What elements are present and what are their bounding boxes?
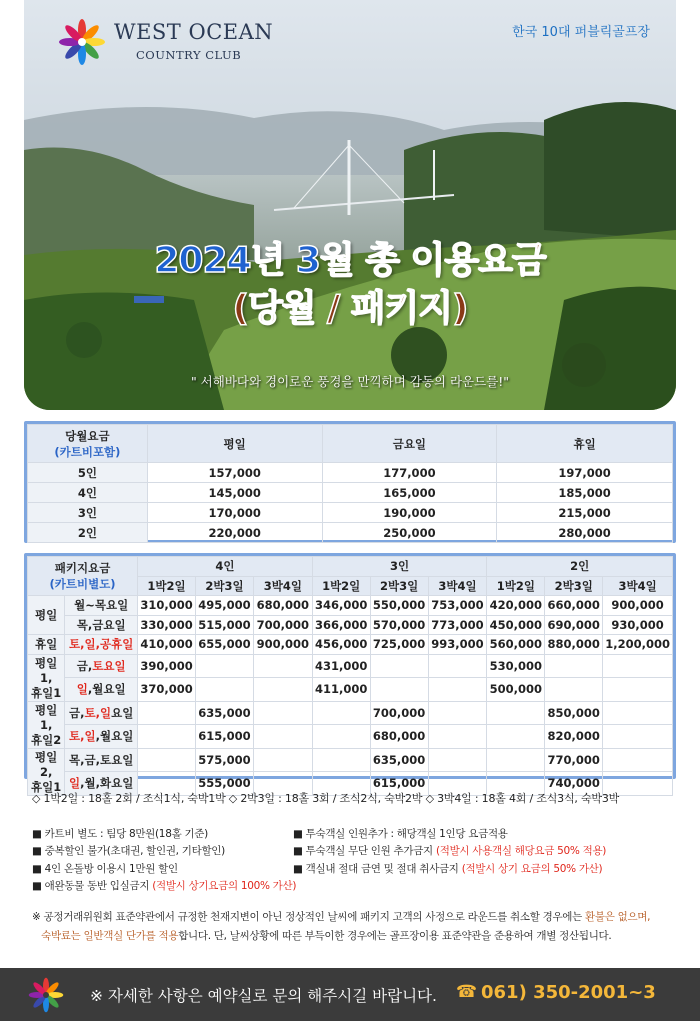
price-cell bbox=[253, 725, 312, 749]
hero-banner bbox=[24, 0, 676, 410]
subcol-header: 2박3일 bbox=[370, 576, 428, 596]
price-cell bbox=[603, 725, 673, 749]
price-cell: 145,000 bbox=[147, 483, 322, 503]
price-cell: 900,000 bbox=[253, 635, 312, 655]
price-cell: 560,000 bbox=[487, 635, 545, 655]
note-item: ■ 카트비 별도 : 팀당 8만원(18홀 기준) bbox=[32, 828, 208, 840]
price-cell bbox=[487, 725, 545, 749]
subcol-header: 1박2일 bbox=[138, 576, 196, 596]
note-item: ■ 중복할인 불가(초대권, 할인권, 기타할인) bbox=[32, 845, 225, 858]
price-cell: 310,000 bbox=[138, 596, 196, 616]
price-cell bbox=[428, 748, 487, 772]
brand-subtitle: COUNTRY CLUB bbox=[136, 48, 242, 62]
price-cell: 700,000 bbox=[253, 615, 312, 635]
price-cell: 570,000 bbox=[370, 615, 428, 635]
refund-policy-note: ※ 공정거래위원회 표준약관에서 규정한 천재지변이 아닌 정상적인 날씨에 패키지 고객의 사정으로 라운드를 취소할 경우에는 환불은 없으며, 숙박료는 일반객실 단가를 적용합니다. 단, 날씨상황에 따른 부득이한 경우에는 골프장이용 표준약관을 준용하여 개별 정산됩니다. bbox=[32, 911, 651, 942]
price-cell bbox=[545, 678, 603, 702]
group-header: 4인 bbox=[138, 557, 313, 577]
west-ocean-logo-icon bbox=[58, 18, 106, 66]
price-cell: 550,000 bbox=[370, 596, 428, 616]
day-label: 금,토요일 bbox=[65, 654, 138, 678]
row-label: 2인 bbox=[28, 523, 148, 543]
table-row bbox=[28, 725, 673, 749]
row-label: 3인 bbox=[28, 503, 148, 523]
footer-bar bbox=[0, 968, 700, 1021]
price-cell: 575,000 bbox=[196, 748, 254, 772]
price-cell: 456,000 bbox=[312, 635, 370, 655]
price-cell: 220,000 bbox=[147, 523, 322, 543]
subcol-header: 2박3일 bbox=[196, 576, 254, 596]
price-cell: 411,000 bbox=[312, 678, 370, 702]
price-cell: 725,000 bbox=[370, 635, 428, 655]
day-label: 목,금요일 bbox=[65, 615, 138, 635]
price-cell: 370,000 bbox=[138, 678, 196, 702]
price-cell: 753,000 bbox=[428, 596, 487, 616]
package-group-header-row bbox=[28, 557, 673, 577]
package-header-title: 패키지요금 bbox=[54, 561, 111, 575]
monthly-corner-header bbox=[28, 425, 148, 463]
price-cell: 660,000 bbox=[545, 596, 603, 616]
category-label-line: 휴일 bbox=[35, 637, 58, 652]
price-cell: 500,000 bbox=[487, 678, 545, 702]
price-cell: 680,000 bbox=[253, 596, 312, 616]
price-cell bbox=[487, 701, 545, 725]
category-label bbox=[28, 596, 65, 635]
subcol-header: 2박3일 bbox=[545, 576, 603, 596]
price-cell bbox=[253, 701, 312, 725]
row-label: 5인 bbox=[28, 463, 148, 483]
price-cell bbox=[487, 748, 545, 772]
category-label-line: 평일 bbox=[35, 608, 58, 622]
day-label: 토,일,월요일 bbox=[65, 725, 138, 749]
note-item: ■ 투숙객실 무단 인원 추가금지 (적발시 사용객실 해당요금 50% 적용) bbox=[293, 845, 607, 858]
note-item: ■ 4인 온돌방 이용시 1만원 할인 bbox=[32, 862, 178, 875]
category-label-line: 평일1, bbox=[35, 702, 58, 732]
price-cell: 690,000 bbox=[545, 615, 603, 635]
price-cell: 185,000 bbox=[497, 483, 673, 503]
package-header-note: (카트비별도) bbox=[49, 577, 116, 591]
price-cell bbox=[428, 654, 487, 678]
price-cell: 346,000 bbox=[312, 596, 370, 616]
price-cell: 1,200,000 bbox=[603, 635, 673, 655]
price-cell bbox=[138, 725, 196, 749]
table-row bbox=[28, 654, 673, 678]
price-cell bbox=[428, 701, 487, 725]
price-cell: 495,000 bbox=[196, 596, 254, 616]
table-row bbox=[28, 678, 673, 702]
price-cell: 431,000 bbox=[312, 654, 370, 678]
subcol-header: 3박4일 bbox=[253, 576, 312, 596]
price-cell: 515,000 bbox=[196, 615, 254, 635]
group-header: 2인 bbox=[487, 557, 673, 577]
category-label bbox=[28, 635, 65, 655]
notes-right bbox=[293, 826, 606, 878]
category-label bbox=[28, 654, 65, 701]
price-cell: 770,000 bbox=[545, 748, 603, 772]
day-label: 일,월,화요일 bbox=[65, 772, 138, 796]
hero-subtitle: (당월 / 패키지) bbox=[232, 288, 468, 329]
subcol-header: 1박2일 bbox=[487, 576, 545, 596]
table-row bbox=[28, 483, 673, 503]
golf-course-landscape-image bbox=[24, 0, 676, 410]
price-cell: 615,000 bbox=[370, 772, 428, 796]
price-cell: 190,000 bbox=[322, 503, 497, 523]
package-corner-header bbox=[28, 557, 138, 596]
price-cell: 250,000 bbox=[322, 523, 497, 543]
table-row bbox=[28, 701, 673, 725]
monthly-col-header: 휴일 bbox=[497, 425, 673, 463]
category-label-line: 휴일1 bbox=[31, 685, 62, 700]
table-row bbox=[28, 596, 673, 616]
price-cell: 165,000 bbox=[322, 483, 497, 503]
note-item: ■ 객실내 절대 금연 및 절대 취사금지 (적발시 상기 요금의 50% 가산) bbox=[293, 862, 603, 875]
monthly-header-row bbox=[28, 425, 673, 463]
price-cell: 993,000 bbox=[428, 635, 487, 655]
category-label-line: 휴일1 bbox=[31, 779, 62, 794]
price-cell: 450,000 bbox=[487, 615, 545, 635]
group-header: 3인 bbox=[312, 557, 487, 577]
price-cell bbox=[138, 701, 196, 725]
price-cell bbox=[603, 678, 673, 702]
row-label: 4인 bbox=[28, 483, 148, 503]
hero-title-date: 2024년 3월 bbox=[154, 240, 354, 281]
category-label-line: 평일1, bbox=[35, 655, 58, 685]
price-cell: 555,000 bbox=[196, 772, 254, 796]
monthly-header-note: (카트비포함) bbox=[54, 444, 121, 459]
day-label: 목,금,토요일 bbox=[65, 748, 138, 772]
hero-quote: " 서해바다와 경이로운 풍경을 만끽하며 감동의 라운드를!" bbox=[190, 374, 510, 389]
table-row bbox=[28, 615, 673, 635]
price-cell bbox=[428, 678, 487, 702]
price-cell: 880,000 bbox=[545, 635, 603, 655]
price-cell bbox=[253, 654, 312, 678]
price-cell: 366,000 bbox=[312, 615, 370, 635]
category-label bbox=[28, 701, 65, 748]
price-cell bbox=[545, 654, 603, 678]
category-label-line: 평일2, bbox=[35, 749, 58, 779]
table-row bbox=[28, 463, 673, 483]
monthly-header-title: 당월요금 bbox=[65, 428, 110, 443]
price-cell bbox=[603, 654, 673, 678]
package-rate-table bbox=[27, 556, 673, 796]
monthly-col-header: 금요일 bbox=[322, 425, 497, 463]
footer-contact-text: ※ 자세한 사항은 예약실로 문의 해주시길 바랍니다. bbox=[90, 987, 437, 1005]
price-cell: 615,000 bbox=[196, 725, 254, 749]
price-cell: 655,000 bbox=[196, 635, 254, 655]
price-cell bbox=[312, 748, 370, 772]
price-cell: 635,000 bbox=[196, 701, 254, 725]
notes-left bbox=[32, 826, 296, 896]
price-cell: 773,000 bbox=[428, 615, 487, 635]
west-ocean-logo-icon bbox=[28, 977, 64, 1013]
price-cell: 740,000 bbox=[545, 772, 603, 796]
price-cell: 390,000 bbox=[138, 654, 196, 678]
price-cell bbox=[370, 678, 428, 702]
monthly-col-header: 평일 bbox=[147, 425, 322, 463]
price-cell bbox=[138, 748, 196, 772]
subcol-header: 1박2일 bbox=[312, 576, 370, 596]
price-cell bbox=[253, 748, 312, 772]
price-cell: 177,000 bbox=[322, 463, 497, 483]
price-cell: 280,000 bbox=[497, 523, 673, 543]
note-item: ■ 애완동물 동반 입실금지 (적발시 상기요금의 100% 가산) bbox=[32, 880, 297, 893]
price-cell: 850,000 bbox=[545, 701, 603, 725]
price-cell: 680,000 bbox=[370, 725, 428, 749]
package-duration-info: ◇ 1박2일 : 18홀 2회 / 조식1식, 숙박1박 ◇ 2박3일 : 18홀 3회 / 조식2식, 숙박2박 ◇ 3박4일 : 18홀 4회 / 조식3식, 숙박3박 bbox=[32, 792, 620, 805]
price-cell bbox=[312, 701, 370, 725]
table-row bbox=[28, 523, 673, 543]
note-item: ■ 투숙객실 인원추가 : 해당객실 1인당 요금적용 bbox=[293, 828, 508, 840]
table-row bbox=[28, 748, 673, 772]
price-cell: 330,000 bbox=[138, 615, 196, 635]
price-cell: 820,000 bbox=[545, 725, 603, 749]
hero-title-main: 총 이용요금 bbox=[365, 240, 546, 281]
price-cell bbox=[196, 678, 254, 702]
price-cell: 530,000 bbox=[487, 654, 545, 678]
day-label: 금,토,일요일 bbox=[65, 701, 138, 725]
price-cell: 197,000 bbox=[497, 463, 673, 483]
price-cell bbox=[253, 678, 312, 702]
price-cell: 157,000 bbox=[147, 463, 322, 483]
monthly-rate-table bbox=[27, 424, 673, 543]
brand-name: WEST OCEAN bbox=[114, 20, 274, 44]
price-cell: 170,000 bbox=[147, 503, 322, 523]
brand-tagline: 한국 10대 퍼블릭골프장 bbox=[512, 25, 650, 40]
price-cell: 410,000 bbox=[138, 635, 196, 655]
hero-title bbox=[24, 232, 676, 283]
telephone-icon: ☎ bbox=[456, 982, 478, 1002]
category-label bbox=[28, 748, 65, 795]
price-cell bbox=[312, 725, 370, 749]
price-cell: 700,000 bbox=[370, 701, 428, 725]
price-cell: 635,000 bbox=[370, 748, 428, 772]
category-label-line: 휴일2 bbox=[31, 732, 62, 747]
price-cell bbox=[196, 654, 254, 678]
price-cell: 900,000 bbox=[603, 596, 673, 616]
price-cell bbox=[603, 748, 673, 772]
table-row bbox=[28, 503, 673, 523]
price-cell: 420,000 bbox=[487, 596, 545, 616]
subcol-header: 3박4일 bbox=[603, 576, 673, 596]
price-cell bbox=[603, 701, 673, 725]
day-label: 일,월요일 bbox=[65, 678, 138, 702]
subcol-header: 3박4일 bbox=[428, 576, 487, 596]
footer-phone-number[interactable]: 061) 350-2001~3 bbox=[481, 982, 656, 1003]
price-cell: 215,000 bbox=[497, 503, 673, 523]
table-row bbox=[28, 635, 673, 655]
day-label: 토,일,공휴일 bbox=[65, 635, 138, 655]
price-cell bbox=[370, 654, 428, 678]
price-cell: 930,000 bbox=[603, 615, 673, 635]
day-label: 월~목요일 bbox=[65, 596, 138, 616]
price-cell bbox=[428, 725, 487, 749]
